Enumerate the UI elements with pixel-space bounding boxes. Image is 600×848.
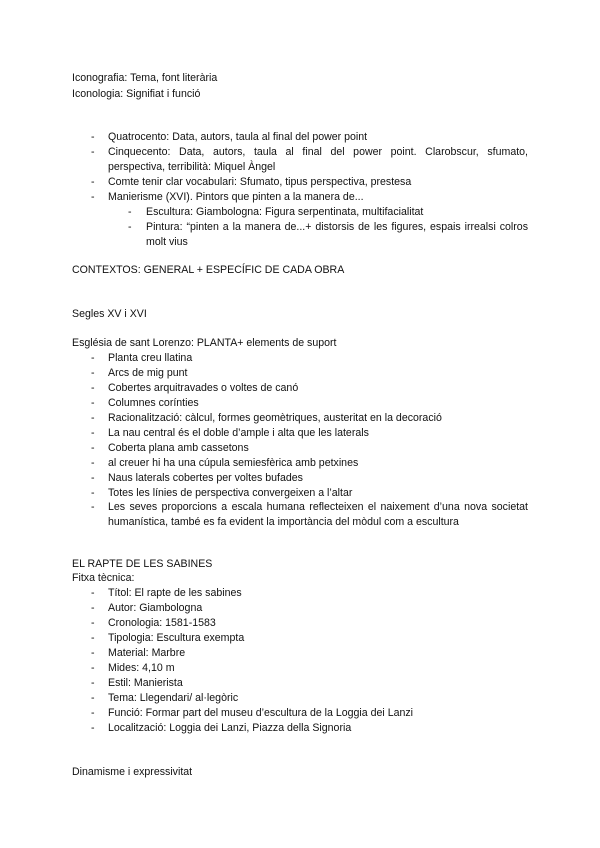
bullet-dash: - [91, 146, 95, 158]
bullet-dash: - [91, 457, 95, 469]
bullet-dash: - [91, 487, 95, 499]
bullet-dash: - [91, 427, 95, 439]
bullet-dash: - [91, 176, 95, 188]
iconologia-line: Iconologia: Signifiat i funció [72, 88, 201, 100]
fitxa-item: Títol: El rapte de les sabines [108, 587, 242, 599]
bullet-dash: - [91, 442, 95, 454]
list-item: Naus laterals cobertes per voltes bufades [108, 472, 303, 484]
list-item: La nau central és el doble d’ample i alta que les laterals [108, 427, 369, 439]
bullet-dash: - [91, 632, 95, 644]
bullet-dash: - [91, 131, 95, 143]
esglesia-heading: Església de sant Lorenzo: PLANTA+ elements de suport [72, 337, 337, 349]
dinamisme-heading: Dinamisme i expressivitat [72, 766, 193, 778]
list-item: Les seves proporcions a escala humana reflecteixen el naixement d’una nova societat humanística, també es fa evident la importància del mòdul com a escultura [108, 501, 528, 528]
bullet-dash: - [91, 692, 95, 704]
fitxa-item: Tipologia: Escultura exempta [108, 632, 245, 644]
list-item: Quatrocento: Data, autors, taula al final del power point [108, 131, 368, 143]
bullet-dash: - [91, 412, 95, 424]
sub-bullet-dash: - [128, 206, 132, 218]
fitxa-item: Material: Marbre [108, 647, 186, 659]
sub-bullet-dash: - [128, 221, 132, 233]
bullet-dash: - [91, 367, 95, 379]
list-item: Cobertes arquitravades o voltes de canó [108, 382, 299, 394]
list-item: Cinquecento: Data, autors, taula al final del power point. Clarobscur, sfumato, perspectiva, terribilità: Miquel Àngel [108, 146, 528, 173]
bullet-dash: - [91, 662, 95, 674]
bullet-dash: - [91, 191, 95, 203]
fitxa-item: Estil: Manierista [108, 677, 183, 689]
list-item: Arcs de mig punt [108, 367, 188, 379]
list-item: Manierisme (XVI). Pintors que pinten a la manera de... [108, 191, 364, 203]
list-item: Comte tenir clar vocabulari: Sfumato, tipus perspectiva, prestesa [108, 176, 412, 188]
bullet-dash: - [91, 707, 95, 719]
fitxa-item: Mides: 4,10 m [108, 662, 175, 674]
sub-list-item: Pintura: “pinten a la manera de...+ distorsis de les figures, espais irrealsi colros molt vius [146, 221, 528, 248]
sub-list-item: Escultura: Giambologna: Figura serpentinata, multifacialitat [146, 206, 424, 218]
fitxa-item: Funció: Formar part del museu d’escultura de la Loggia dei Lanzi [108, 707, 414, 719]
list-item: al creuer hi ha una cúpula semiesfèrica amb petxines [108, 457, 359, 469]
bullet-dash: - [91, 722, 95, 734]
list-item: Racionalització: càlcul, formes geomètriques, austeritat en la decoració [108, 412, 442, 424]
fitxa-item: Localització: Loggia dei Lanzi, Piazza della Signoria [108, 722, 352, 734]
list-item: Columnes corínties [108, 397, 199, 409]
bullet-dash: - [91, 352, 95, 364]
fitxa-heading: Fitxa tècnica: [72, 572, 135, 584]
bullet-dash: - [91, 382, 95, 394]
list-item: Totes les línies de perspectiva convergeixen a l’altar [108, 487, 353, 499]
fitxa-item: Cronologia: 1581-1583 [108, 617, 216, 629]
bullet-dash: - [91, 602, 95, 614]
bullet-dash: - [91, 501, 95, 513]
bullet-dash: - [91, 617, 95, 629]
fitxa-item: Autor: Giambologna [108, 602, 203, 614]
list-item: Planta creu llatina [108, 352, 193, 364]
segles-heading: Segles XV i XVI [72, 308, 147, 320]
bullet-dash: - [91, 647, 95, 659]
contexts-heading: CONTEXTOS: GENERAL + ESPECÍFIC DE CADA OBRA [72, 264, 345, 276]
bullet-dash: - [91, 397, 95, 409]
fitxa-item: Tema: Llegendari/ al·legòric [108, 692, 239, 704]
bullet-dash: - [91, 587, 95, 599]
bullet-dash: - [91, 472, 95, 484]
iconografia-line: Iconografia: Tema, font literària [72, 72, 218, 84]
rapte-heading: EL RAPTE DE LES SABINES [72, 558, 213, 570]
bullet-dash: - [91, 677, 95, 689]
list-item: Coberta plana amb cassetons [108, 442, 249, 454]
